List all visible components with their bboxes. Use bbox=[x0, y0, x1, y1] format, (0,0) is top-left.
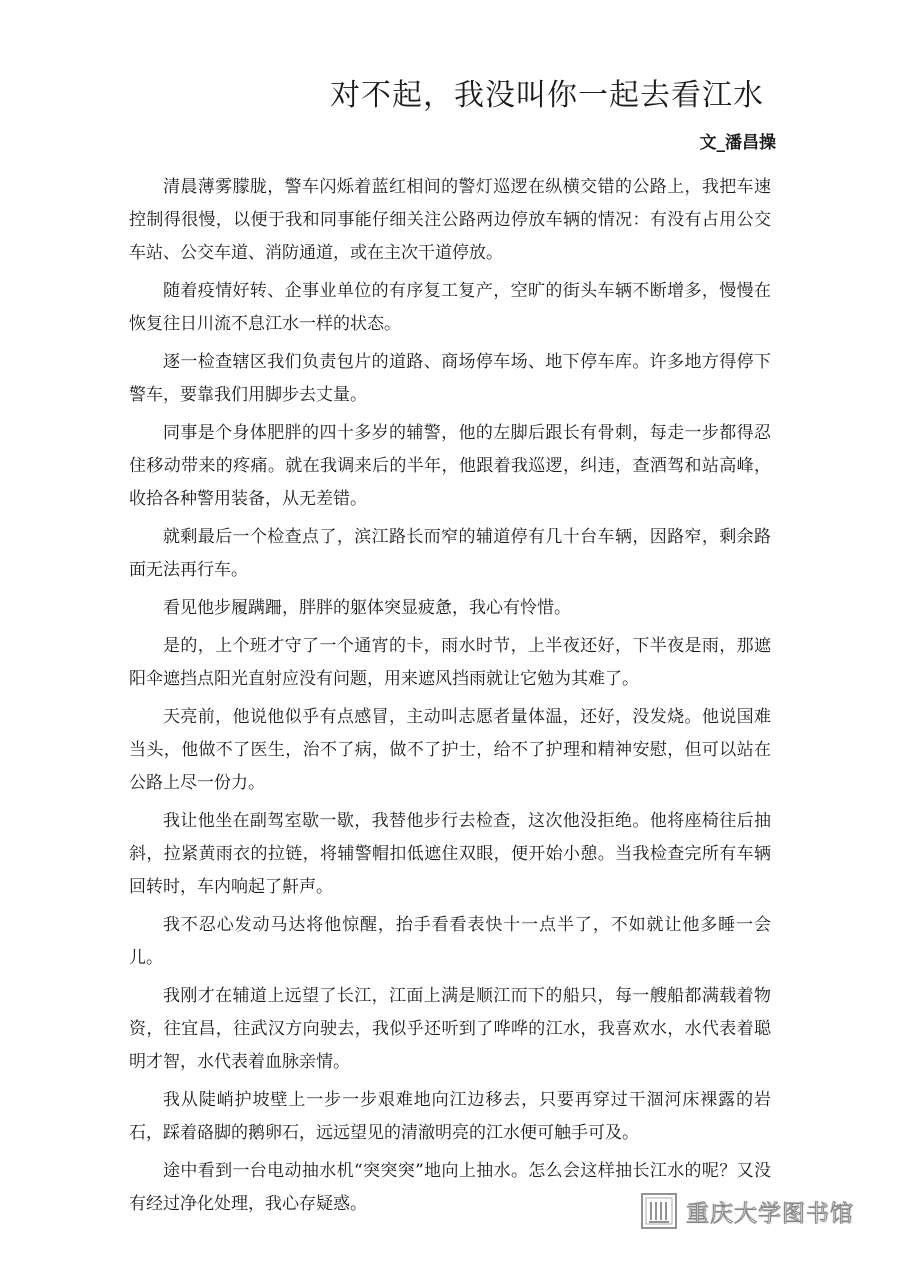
watermark-text: 重庆大学图书馆 bbox=[686, 1200, 854, 1227]
paragraph: 同事是个身体肥胖的四十多岁的辅警，他的左脚后跟长有骨刺，每走一步都得忍住移动带来的疼痛。就在我调来后的半年，他跟着我巡逻，纠违，查酒驾和站高峰，收拾各种警用装备，从无差错。 bbox=[129, 423, 771, 509]
paragraph: 我刚才在辅道上远望了长江，江面上满是顺江而下的船只，每一艘船都满载着物资，往宜昌，往武汉方向驶去，我似乎还听到了哗哗的江水，我喜欢水，水代表着聪明才智，水代表着血脉亲情。 bbox=[129, 986, 771, 1072]
paragraph: 看见他步履蹒跚，胖胖的躯体突显疲惫，我心有怜惜。 bbox=[163, 598, 571, 618]
paragraph: 清晨薄雾朦胧，警车闪烁着蓝红相间的警灯巡逻在纵横交错的公路上，我把车速控制得很慢，以便于我和同事能仔细关注公路两边停放车辆的情况：有没有占用公交车站、公交车道、消防通道，或在主次干道停放。 bbox=[129, 177, 771, 263]
paragraph: 途中看到一台电动抽水机“突突突”地向上抽水。怎么会这样抽长江水的呢？又没有经过净化处理，我心存疑惑。 bbox=[129, 1161, 771, 1214]
article-byline: 文_潘昌操 bbox=[699, 133, 776, 153]
paragraph: 天亮前，他说他似乎有点感冒，主动叫志愿者量体温，还好，没发烧。他说国难当头，他做不了医生，治不了病，做不了护士，给不了护理和精神安慰，但可以站在公路上尽一份力。 bbox=[129, 707, 771, 793]
paragraph: 逐一检查辖区我们负责包片的道路、商场停车场、地下停车库。许多地方得停下警车，要靠我们用脚步去丈量。 bbox=[129, 352, 771, 405]
paragraph: 我不忍心发动马达将他惊醒，抬手看看表快十一点半了，不如就让他多睡一会儿。 bbox=[129, 915, 771, 968]
paragraph: 我让他坐在副驾室歇一歇，我替他步行去检查，这次他没拒绝。他将座椅往后抽斜，拉紧黄雨衣的拉链，将辅警帽扣低遮住双眼，便开始小憩。当我检查完所有车辆回转时，车内响起了鼾声。 bbox=[129, 811, 771, 897]
library-logo-icon bbox=[640, 1192, 678, 1230]
library-watermark bbox=[640, 1188, 854, 1234]
article-title: 对不起，我没叫你一起去看江水 bbox=[330, 78, 764, 113]
article-body bbox=[129, 171, 771, 1226]
paragraph: 就剩最后一个检查点了，滨江路长而窄的辅道停有几十台车辆，因路窄，剩余路面无法再行车。 bbox=[129, 527, 771, 580]
paragraph: 随着疫情好转、企事业单位的有序复工复产，空旷的街头车辆不断增多，慢慢在恢复往日川流不息江水一样的状态。 bbox=[129, 281, 771, 334]
paragraph: 是的，上个班才守了一个通宵的卡，雨水时节，上半夜还好，下半夜是雨，那遮阳伞遮挡点阳光直射应没有问题，用来遮风挡雨就让它勉为其难了。 bbox=[129, 636, 771, 689]
paragraph: 我从陡峭护坡壁上一步一步艰难地向江边移去，只要再穿过干涸河床裸露的岩石，踩着硌脚的鹅卵石，远远望见的清澈明亮的江水便可触手可及。 bbox=[129, 1090, 771, 1143]
